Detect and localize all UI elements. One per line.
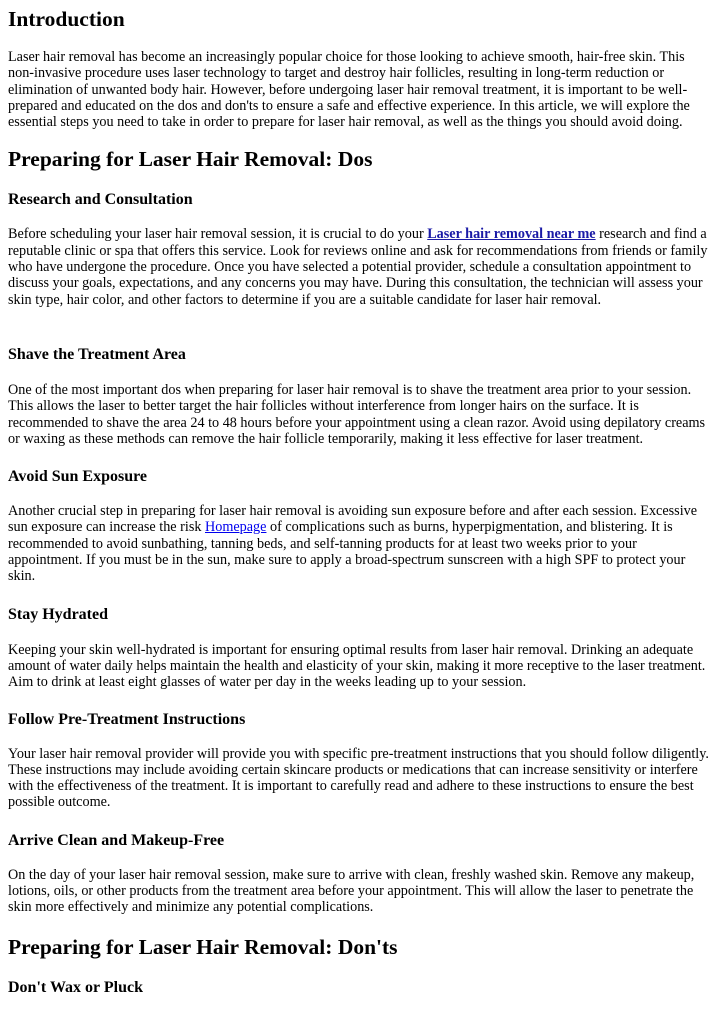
hydrated-heading: Stay Hydrated	[8, 605, 108, 623]
research-paragraph	[8, 226, 712, 307]
clean-paragraph: On the day of your laser hair removal session, make sure to arrive with clean, freshly washed skin. Remove any makeup, lotions, oils, or other products from the treatment area before your appointment. This will allow the laser to penetrate the skin more effectively and minimize any potential complications.	[8, 866, 695, 916]
introduction-heading: Introduction	[8, 7, 125, 31]
sun-heading: Avoid Sun Exposure	[8, 468, 148, 486]
clean-heading: Arrive Clean and Makeup-Free	[8, 831, 225, 849]
shave-paragraph: One of the most important dos when preparing for laser hair removal is to shave the treatment area prior to your session. This allows the laser to better target the hair follicles without interference from longer hairs on the surface. It is recommended to shave the area 24 to 48 hours before your appointment using a clean razor. Avoid using depilatory creams or waxing as these methods can remove the hair follicle temporarily, making it less effective for laser treatment.	[8, 381, 706, 447]
pretreatment-heading: Follow Pre-Treatment Instructions	[8, 710, 246, 728]
dos-heading: Preparing for Laser Hair Removal: Dos	[8, 147, 373, 172]
introduction-paragraph: Laser hair removal has become an increasingly popular choice for those looking to achieve smooth, hair-free skin. This non-invasive procedure uses laser technology to target and destroy hair follicles, resulting in long-term reduction or elimination of unwanted body hair. However, before undergoing laser hair removal treatment, it is important to be well-prepared and educated on the dos and don'ts to ensure a safe and effective experience. In this article, we will explore the essential steps you need to take in order to prepare for laser hair removal, as well as the things you should avoid doing.	[8, 49, 690, 131]
pretreatment-paragraph: Your laser hair removal provider will provide you with specific pre-treatment instructions that you should follow diligently. These instructions may include avoiding certain skincare products or medications that can increase sensitivity or interfere with the effectiveness of the treatment. It is important to carefully read and adhere to these instructions to ensure the best possible outcome.	[8, 745, 709, 811]
hydrated-paragraph: Keeping your skin well-hydrated is important for ensuring optimal results from laser hair removal. Drinking an adequate amount of water daily helps maintain the health and elasticity of your skin, making it more receptive to the laser treatment. Aim to drink at least eight glasses of water per day in the weeks leading up to your session.	[8, 641, 706, 691]
research-text-before: Before scheduling your laser hair removal session, it is crucial to do your	[8, 226, 428, 243]
wax-heading: Don't Wax or Pluck	[8, 978, 143, 996]
laser-hair-removal-link[interactable]: Laser hair removal near me	[427, 226, 596, 243]
sun-text-before: Another crucial step in preparing for laser hair removal is avoiding sun exposure before and after each session. Excessive sun exposure can increase the risk	[8, 503, 698, 536]
shave-heading: Shave the Treatment Area	[8, 345, 186, 363]
homepage-link[interactable]: Homepage	[204, 519, 267, 536]
sun-text-after: of complications such as burns, hyperpigmentation, and blistering. It is recommended to avoid sunbathing, tanning beds, and self-tanning products for at least two weeks prior to your appointment. If you must be in the sun, make sure to apply a broad-spectrum sunscreen with a high SPF to protect your skin.	[8, 519, 686, 585]
research-text-after: research and find a reputable clinic or spa that offers this service. Look for reviews online and ask for recommendations from friends or family who have undergone the procedure. Once you have selected a potential provider, schedule a consultation appointment to discuss your goals, expectations, and any concerns you may have. During this consultation, the technician will assess your skin type, hair color, and other factors to determine if you are a suitable candidate for laser hair removal.	[8, 226, 708, 308]
research-heading: Research and Consultation	[8, 191, 193, 209]
sun-paragraph	[8, 503, 712, 584]
donts-heading: Preparing for Laser Hair Removal: Don'ts	[8, 934, 398, 959]
